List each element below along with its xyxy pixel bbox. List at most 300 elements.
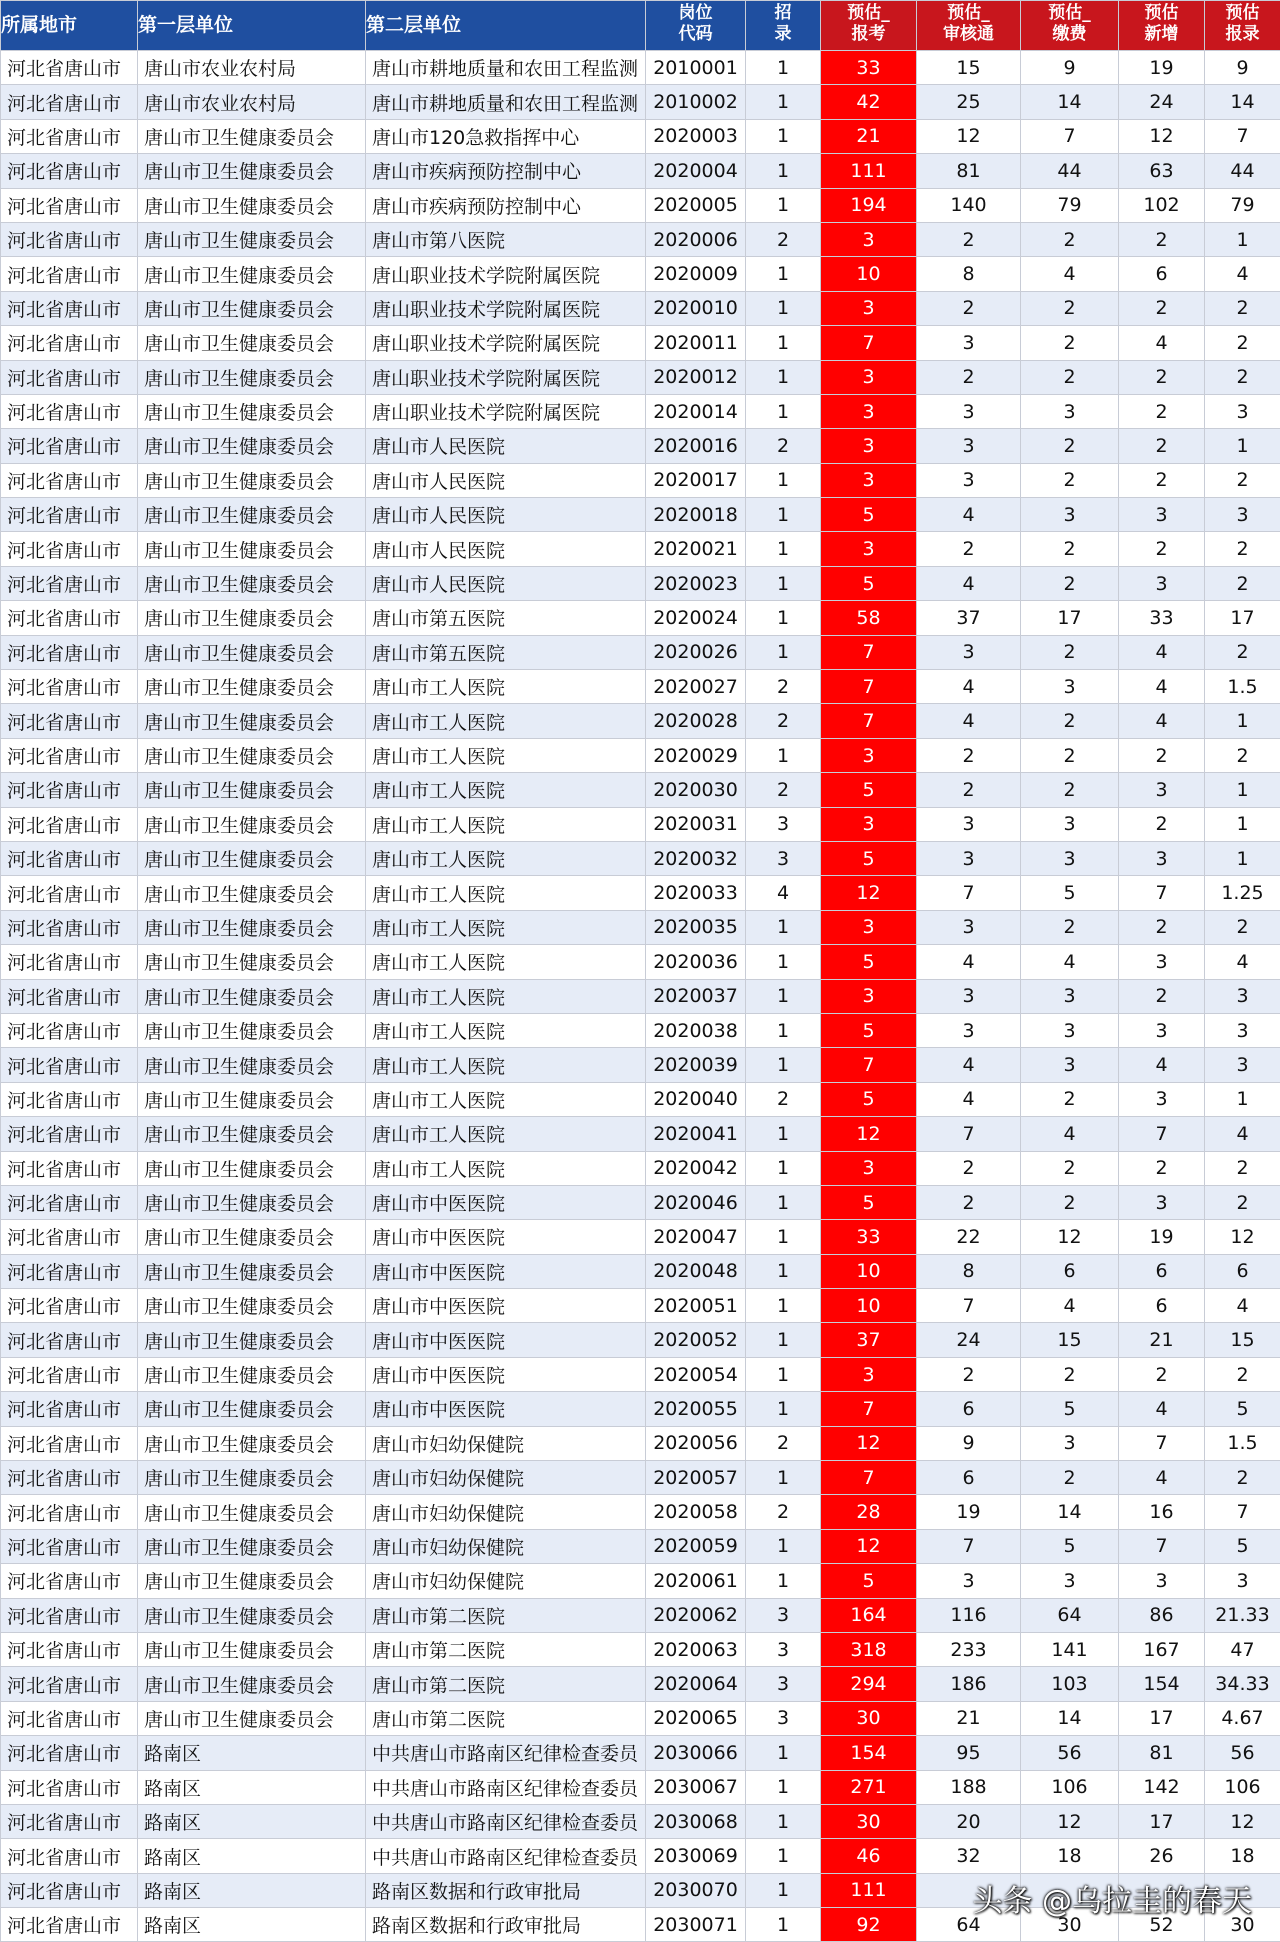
cell-city: 河北省唐山市	[1, 945, 138, 979]
cell-est-new: 6	[1119, 1254, 1205, 1288]
cell-est-ratio: 4	[1205, 945, 1280, 979]
cell-est-new: 7	[1119, 1117, 1205, 1151]
cell-est-new: 2	[1119, 291, 1205, 325]
cell-recruit-count: 2	[746, 1426, 821, 1460]
cell-position-code: 2020046	[646, 1185, 746, 1219]
cell-est-paid: 9	[1021, 51, 1119, 85]
cell-est-ratio: 7	[1205, 1495, 1280, 1529]
cell-level1-unit: 路南区	[138, 1873, 366, 1907]
table-row	[1, 222, 1280, 256]
cell-est-paid: 4	[1021, 945, 1119, 979]
cell-position-code: 2020036	[646, 945, 746, 979]
cell-est-new: 7	[1119, 1426, 1205, 1460]
cell-position-code: 2030067	[646, 1770, 746, 1804]
cell-est-paid: 3	[1021, 979, 1119, 1013]
cell-recruit-count: 1	[746, 635, 821, 669]
cell-est-new: 2	[1119, 1151, 1205, 1185]
cell-level2-unit: 唐山职业技术学院附属医院	[366, 360, 646, 394]
cell-est-applicants: 5	[821, 773, 917, 807]
cell-level2-unit: 唐山市120急救指挥中心	[366, 119, 646, 153]
cell-est-paid: 3	[1021, 1426, 1119, 1460]
cell-recruit-count: 1	[746, 566, 821, 600]
cell-level1-unit: 路南区	[138, 1839, 366, 1873]
cell-level2-unit: 唐山职业技术学院附属医院	[366, 394, 646, 428]
table-row	[1, 704, 1280, 738]
table-row	[1, 1013, 1280, 1047]
cell-city: 河北省唐山市	[1, 841, 138, 875]
table-row	[1, 257, 1280, 291]
cell-city: 河北省唐山市	[1, 1254, 138, 1288]
cell-est-approved: 21	[917, 1701, 1021, 1735]
cell-est-new: 3	[1119, 773, 1205, 807]
cell-level2-unit: 唐山市中医医院	[366, 1357, 646, 1391]
cell-city: 河北省唐山市	[1, 1908, 138, 1942]
cell-recruit-count: 3	[746, 1667, 821, 1701]
cell-est-paid: 2	[1021, 429, 1119, 463]
cell-level2-unit: 唐山市妇幼保健院	[366, 1495, 646, 1529]
cell-level2-unit: 唐山市第八医院	[366, 222, 646, 256]
cell-recruit-count: 1	[746, 1013, 821, 1047]
cell-city: 河北省唐山市	[1, 463, 138, 497]
table-row	[1, 601, 1280, 635]
table-row	[1, 1151, 1280, 1185]
cell-level1-unit: 唐山市卫生健康委员会	[138, 326, 366, 360]
cell-est-ratio: 3	[1205, 394, 1280, 428]
cell-recruit-count: 1	[746, 1048, 821, 1082]
cell-est-paid: 2	[1021, 326, 1119, 360]
cell-est-ratio: 17	[1205, 601, 1280, 635]
cell-city: 河北省唐山市	[1, 1117, 138, 1151]
cell-est-paid: 14	[1021, 1495, 1119, 1529]
cell-city: 河北省唐山市	[1, 222, 138, 256]
cell-position-code: 2010001	[646, 51, 746, 85]
cell-level1-unit: 路南区	[138, 1804, 366, 1838]
cell-est-approved: 95	[917, 1736, 1021, 1770]
cell-est-approved: 2	[917, 1357, 1021, 1391]
cell-est-applicants: 318	[821, 1632, 917, 1666]
cell-est-ratio: 47	[1205, 1632, 1280, 1666]
cell-level2-unit: 唐山职业技术学院附属医院	[366, 257, 646, 291]
cell-level2-unit: 唐山市疾病预防控制中心	[366, 188, 646, 222]
cell-position-code: 2030071	[646, 1908, 746, 1942]
cell-est-ratio: 2	[1205, 738, 1280, 772]
cell-position-code: 2020059	[646, 1529, 746, 1563]
cell-level1-unit: 唐山市卫生健康委员会	[138, 1254, 366, 1288]
cell-city: 河北省唐山市	[1, 1082, 138, 1116]
cell-est-ratio: 4	[1205, 257, 1280, 291]
cell-city: 河北省唐山市	[1, 1632, 138, 1666]
cell-est-applicants: 12	[821, 1426, 917, 1460]
cell-est-approved: 15	[917, 51, 1021, 85]
cell-level1-unit: 唐山市卫生健康委员会	[138, 222, 366, 256]
cell-level1-unit: 唐山市卫生健康委员会	[138, 498, 366, 532]
cell-est-new: 3	[1119, 1564, 1205, 1598]
cell-city: 河北省唐山市	[1, 635, 138, 669]
cell-est-approved: 37	[917, 601, 1021, 635]
cell-city: 河北省唐山市	[1, 85, 138, 119]
cell-level2-unit: 唐山市妇幼保健院	[366, 1461, 646, 1495]
cell-est-paid: 15	[1021, 1323, 1119, 1357]
table-row	[1, 566, 1280, 600]
table-row	[1, 291, 1280, 325]
col-header-est-new: 预估 新增	[1119, 1, 1205, 51]
cell-city: 河北省唐山市	[1, 257, 138, 291]
cell-est-paid: 12	[1021, 1804, 1119, 1838]
cell-est-approved: 3	[917, 394, 1021, 428]
cell-city: 河北省唐山市	[1, 532, 138, 566]
cell-est-applicants: 10	[821, 257, 917, 291]
cell-est-approved: 4	[917, 945, 1021, 979]
cell-est-paid: 2	[1021, 1357, 1119, 1391]
table-row	[1, 1426, 1280, 1460]
cell-city: 河北省唐山市	[1, 154, 138, 188]
cell-position-code: 2020030	[646, 773, 746, 807]
table-row	[1, 1185, 1280, 1219]
cell-level2-unit: 唐山市第二医院	[366, 1701, 646, 1735]
cell-level2-unit: 唐山市妇幼保健院	[366, 1564, 646, 1598]
cell-est-applicants: 12	[821, 1529, 917, 1563]
cell-level1-unit: 唐山市卫生健康委员会	[138, 1426, 366, 1460]
cell-recruit-count: 1	[746, 1220, 821, 1254]
cell-est-new: 142	[1119, 1770, 1205, 1804]
cell-est-paid: 2	[1021, 1082, 1119, 1116]
cell-est-ratio: 2	[1205, 1185, 1280, 1219]
cell-est-applicants: 3	[821, 979, 917, 1013]
cell-level1-unit: 唐山市卫生健康委员会	[138, 670, 366, 704]
cell-recruit-count: 1	[746, 360, 821, 394]
cell-est-applicants: 7	[821, 704, 917, 738]
cell-city: 河北省唐山市	[1, 1529, 138, 1563]
cell-est-approved: 8	[917, 1254, 1021, 1288]
table-row	[1, 1289, 1280, 1323]
cell-est-new: 4	[1119, 704, 1205, 738]
cell-recruit-count: 1	[746, 1770, 821, 1804]
cell-level1-unit: 唐山市卫生健康委员会	[138, 876, 366, 910]
cell-est-ratio: 1	[1205, 807, 1280, 841]
cell-est-new: 17	[1119, 1804, 1205, 1838]
cell-position-code: 2020052	[646, 1323, 746, 1357]
cell-est-applicants: 7	[821, 1392, 917, 1426]
cell-city: 河北省唐山市	[1, 291, 138, 325]
col-header-recruit-count: 招 录	[746, 1, 821, 51]
cell-level2-unit: 唐山市人民医院	[366, 532, 646, 566]
cell-est-approved: 19	[917, 1495, 1021, 1529]
cell-est-new: 2	[1119, 360, 1205, 394]
cell-recruit-count: 1	[746, 979, 821, 1013]
table-row	[1, 1598, 1280, 1632]
cell-city: 河北省唐山市	[1, 704, 138, 738]
cell-level1-unit: 唐山市卫生健康委员会	[138, 979, 366, 1013]
cell-city: 河北省唐山市	[1, 979, 138, 1013]
cell-est-paid: 5	[1021, 1529, 1119, 1563]
cell-level2-unit: 路南区数据和行政审批局	[366, 1873, 646, 1907]
table-row	[1, 1804, 1280, 1838]
cell-est-approved: 3	[917, 635, 1021, 669]
cell-est-applicants: 7	[821, 326, 917, 360]
table-row	[1, 532, 1280, 566]
cell-est-applicants: 7	[821, 1048, 917, 1082]
cell-level1-unit: 唐山市卫生健康委员会	[138, 1220, 366, 1254]
cell-est-applicants: 5	[821, 841, 917, 875]
cell-city: 河北省唐山市	[1, 876, 138, 910]
cell-est-ratio: 5	[1205, 1529, 1280, 1563]
cell-est-applicants: 5	[821, 1013, 917, 1047]
cell-level2-unit: 唐山市工人医院	[366, 841, 646, 875]
table-row	[1, 1667, 1280, 1701]
cell-level1-unit: 唐山市卫生健康委员会	[138, 1117, 366, 1151]
cell-position-code: 2020011	[646, 326, 746, 360]
cell-city: 河北省唐山市	[1, 1151, 138, 1185]
cell-position-code: 2020035	[646, 910, 746, 944]
cell-position-code: 2030066	[646, 1736, 746, 1770]
cell-est-paid: 2	[1021, 291, 1119, 325]
cell-est-ratio: 9	[1205, 51, 1280, 85]
table-row	[1, 1117, 1280, 1151]
cell-est-new: 2	[1119, 532, 1205, 566]
cell-city: 河北省唐山市	[1, 1736, 138, 1770]
cell-position-code: 2020021	[646, 532, 746, 566]
cell-est-applicants: 3	[821, 1151, 917, 1185]
cell-level1-unit: 唐山市卫生健康委员会	[138, 1082, 366, 1116]
table-row	[1, 773, 1280, 807]
cell-est-ratio: 18	[1205, 1839, 1280, 1873]
cell-est-ratio: 30	[1205, 1908, 1280, 1942]
cell-est-approved: 3	[917, 326, 1021, 360]
cell-recruit-count: 1	[746, 910, 821, 944]
cell-level2-unit: 唐山市中医医院	[366, 1254, 646, 1288]
cell-est-ratio: 2	[1205, 326, 1280, 360]
cell-est-applicants: 7	[821, 670, 917, 704]
cell-est-applicants: 3	[821, 807, 917, 841]
cell-level2-unit: 唐山市妇幼保健院	[366, 1529, 646, 1563]
cell-est-new: 2	[1119, 222, 1205, 256]
cell-level1-unit: 唐山市卫生健康委员会	[138, 394, 366, 428]
cell-recruit-count: 1	[746, 1357, 821, 1391]
cell-recruit-count: 2	[746, 1495, 821, 1529]
cell-est-applicants: 21	[821, 119, 917, 153]
cell-city: 河北省唐山市	[1, 1048, 138, 1082]
cell-recruit-count: 2	[746, 222, 821, 256]
cell-recruit-count: 1	[746, 498, 821, 532]
cell-est-paid: 79	[1021, 188, 1119, 222]
cell-recruit-count: 3	[746, 1701, 821, 1735]
cell-est-paid: 2	[1021, 738, 1119, 772]
cell-position-code: 2020041	[646, 1117, 746, 1151]
cell-est-new: 2	[1119, 738, 1205, 772]
cell-est-ratio: 1.5	[1205, 1426, 1280, 1460]
cell-level2-unit: 中共唐山市路南区纪律检查委员	[366, 1736, 646, 1770]
cell-city: 河北省唐山市	[1, 1804, 138, 1838]
cell-level1-unit: 唐山市卫生健康委员会	[138, 1013, 366, 1047]
cell-recruit-count: 1	[746, 154, 821, 188]
cell-recruit-count: 1	[746, 326, 821, 360]
cell-est-paid: 4	[1021, 1117, 1119, 1151]
cell-est-applicants: 3	[821, 1357, 917, 1391]
cell-position-code: 2020032	[646, 841, 746, 875]
cell-est-approved: 7	[917, 1117, 1021, 1151]
cell-recruit-count: 1	[746, 1873, 821, 1907]
cell-est-approved: 3	[917, 979, 1021, 1013]
cell-level1-unit: 唐山市卫生健康委员会	[138, 773, 366, 807]
cell-level1-unit: 路南区	[138, 1770, 366, 1804]
cell-est-applicants: 7	[821, 635, 917, 669]
cell-est-paid: 2	[1021, 360, 1119, 394]
cell-level1-unit: 唐山市卫生健康委员会	[138, 910, 366, 944]
cell-est-ratio: 34.33	[1205, 1667, 1280, 1701]
cell-est-new: 3	[1119, 1013, 1205, 1047]
cell-position-code: 2020029	[646, 738, 746, 772]
cell-est-approved: 2	[917, 360, 1021, 394]
cell-est-approved: 7	[917, 876, 1021, 910]
cell-est-applicants: 111	[821, 1873, 917, 1907]
cell-position-code: 2010002	[646, 85, 746, 119]
cell-est-applicants: 271	[821, 1770, 917, 1804]
cell-level2-unit: 唐山市工人医院	[366, 773, 646, 807]
cell-est-applicants: 30	[821, 1701, 917, 1735]
cell-position-code: 2020048	[646, 1254, 746, 1288]
cell-recruit-count: 1	[746, 1461, 821, 1495]
cell-position-code: 2030070	[646, 1873, 746, 1907]
cell-position-code: 2020064	[646, 1667, 746, 1701]
cell-est-approved: 2	[917, 1151, 1021, 1185]
cell-position-code: 2020005	[646, 188, 746, 222]
cell-position-code: 2020031	[646, 807, 746, 841]
table-row	[1, 1495, 1280, 1529]
cell-city: 河北省唐山市	[1, 1839, 138, 1873]
cell-recruit-count: 2	[746, 773, 821, 807]
cell-est-approved: 3	[917, 807, 1021, 841]
cell-est-new: 21	[1119, 1323, 1205, 1357]
table-row	[1, 429, 1280, 463]
cell-recruit-count: 2	[746, 704, 821, 738]
cell-est-new: 12	[1119, 119, 1205, 153]
cell-est-ratio: 4	[1205, 1117, 1280, 1151]
cell-est-new: 4	[1119, 1461, 1205, 1495]
table-row	[1, 1839, 1280, 1873]
cell-level1-unit: 唐山市卫生健康委员会	[138, 291, 366, 325]
cell-city: 河北省唐山市	[1, 1598, 138, 1632]
cell-city: 河北省唐山市	[1, 738, 138, 772]
cell-est-paid: 5	[1021, 1392, 1119, 1426]
cell-est-applicants: 46	[821, 1839, 917, 1873]
cell-recruit-count: 3	[746, 1632, 821, 1666]
cell-position-code: 2020054	[646, 1357, 746, 1391]
cell-city: 河北省唐山市	[1, 1667, 138, 1701]
cell-level2-unit: 唐山市工人医院	[366, 1082, 646, 1116]
cell-level2-unit: 中共唐山市路南区纪律检查委员	[366, 1839, 646, 1873]
cell-city: 河北省唐山市	[1, 51, 138, 85]
cell-level2-unit: 唐山市第五医院	[366, 635, 646, 669]
cell-level1-unit: 唐山市卫生健康委员会	[138, 1632, 366, 1666]
cell-est-approved: 64	[917, 1908, 1021, 1942]
col-header-level2-unit: 第二层单位	[366, 1, 646, 51]
cell-est-paid: 2	[1021, 1151, 1119, 1185]
cell-est-new: 4	[1119, 670, 1205, 704]
cell-recruit-count: 3	[746, 1598, 821, 1632]
cell-recruit-count: 1	[746, 601, 821, 635]
cell-est-approved: 8	[917, 257, 1021, 291]
cell-level1-unit: 唐山市卫生健康委员会	[138, 1461, 366, 1495]
cell-est-ratio: 2	[1205, 635, 1280, 669]
cell-est-paid: 2	[1021, 704, 1119, 738]
cell-level2-unit: 唐山市耕地质量和农田工程监测	[366, 85, 646, 119]
cell-level1-unit: 唐山市卫生健康委员会	[138, 1357, 366, 1391]
cell-est-new: 4	[1119, 1392, 1205, 1426]
cell-level2-unit: 唐山市妇幼保健院	[366, 1426, 646, 1460]
cell-position-code: 2020040	[646, 1082, 746, 1116]
cell-est-new: 7	[1119, 876, 1205, 910]
cell-est-applicants: 37	[821, 1323, 917, 1357]
cell-est-paid: 18	[1021, 1839, 1119, 1873]
cell-level1-unit: 唐山市卫生健康委员会	[138, 188, 366, 222]
cell-recruit-count: 1	[746, 532, 821, 566]
cell-level2-unit: 路南区数据和行政审批局	[366, 1908, 646, 1942]
cell-est-new: 16	[1119, 1495, 1205, 1529]
cell-est-paid: 3	[1021, 807, 1119, 841]
cell-est-paid: 106	[1021, 1770, 1119, 1804]
cell-est-new: 52	[1119, 1908, 1205, 1942]
cell-recruit-count: 1	[746, 257, 821, 291]
cell-est-approved: 2	[917, 222, 1021, 256]
cell-recruit-count: 1	[746, 1289, 821, 1323]
cell-level1-unit: 唐山市卫生健康委员会	[138, 1529, 366, 1563]
cell-level2-unit: 唐山市第二医院	[366, 1667, 646, 1701]
cell-city: 河北省唐山市	[1, 1426, 138, 1460]
cell-position-code: 2020024	[646, 601, 746, 635]
col-header-est-approved: 预估_ 审核通	[917, 1, 1021, 51]
cell-est-approved: 4	[917, 566, 1021, 600]
cell-city: 河北省唐山市	[1, 1323, 138, 1357]
cell-city: 河北省唐山市	[1, 1220, 138, 1254]
cell-est-new: 2	[1119, 394, 1205, 428]
cell-est-paid: 2	[1021, 635, 1119, 669]
cell-est-approved: 116	[917, 1598, 1021, 1632]
cell-level1-unit: 唐山市卫生健康委员会	[138, 738, 366, 772]
cell-position-code: 2030069	[646, 1839, 746, 1873]
cell-position-code: 2020058	[646, 1495, 746, 1529]
table-body	[1, 51, 1280, 1942]
cell-position-code: 2020057	[646, 1461, 746, 1495]
cell-est-approved: 3	[917, 1013, 1021, 1047]
cell-position-code: 2020056	[646, 1426, 746, 1460]
cell-position-code: 2020010	[646, 291, 746, 325]
cell-position-code: 2020051	[646, 1289, 746, 1323]
cell-city: 河北省唐山市	[1, 1564, 138, 1598]
cell-level2-unit: 唐山市中医医院	[366, 1323, 646, 1357]
cell-est-paid: 44	[1021, 154, 1119, 188]
cell-est-applicants: 5	[821, 498, 917, 532]
cell-level1-unit: 唐山市卫生健康委员会	[138, 1048, 366, 1082]
cell-est-paid: 2	[1021, 463, 1119, 497]
cell-est-paid: 6	[1021, 1254, 1119, 1288]
cell-est-applicants: 3	[821, 394, 917, 428]
cell-recruit-count: 3	[746, 807, 821, 841]
cell-recruit-count: 4	[746, 876, 821, 910]
cell-est-new: 4	[1119, 1048, 1205, 1082]
cell-est-approved: 9	[917, 1426, 1021, 1460]
cell-recruit-count: 1	[746, 1529, 821, 1563]
cell-est-paid: 14	[1021, 1701, 1119, 1735]
cell-level2-unit: 唐山市第二医院	[366, 1632, 646, 1666]
cell-city: 河北省唐山市	[1, 1770, 138, 1804]
cell-est-ratio: 3	[1205, 498, 1280, 532]
cell-level2-unit: 唐山市工人医院	[366, 670, 646, 704]
cell-level2-unit: 唐山市工人医院	[366, 807, 646, 841]
cell-level1-unit: 唐山市卫生健康委员会	[138, 566, 366, 600]
cell-est-paid: 141	[1021, 1632, 1119, 1666]
col-header-est-applicants: 预估_ 报考	[821, 1, 917, 51]
cell-est-applicants: 194	[821, 188, 917, 222]
